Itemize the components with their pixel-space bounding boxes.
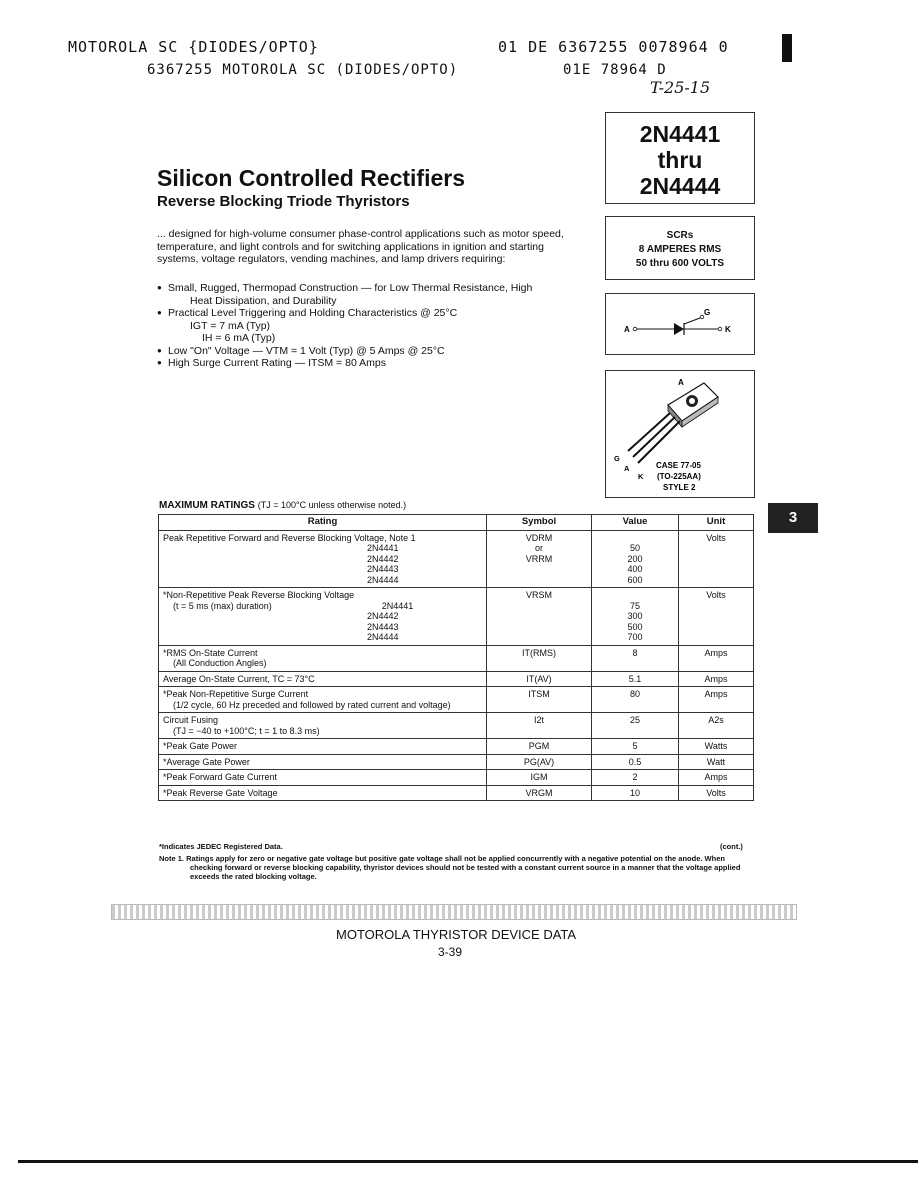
- symbol-cell: VRGM: [487, 785, 592, 801]
- rating-sub: (TJ = −40 to +100°C; t = 1 to 8.3 ms): [173, 725, 320, 736]
- rating-cell: [159, 530, 487, 588]
- value: 400: [627, 564, 643, 574]
- table-row: [159, 739, 754, 755]
- scr-type: SCRs: [666, 230, 694, 241]
- rating-name: Circuit Fusing: [163, 715, 219, 725]
- scr-voltage: 50 thru 600 VOLTS: [635, 258, 725, 269]
- bottom-rule: [18, 1160, 918, 1163]
- page-number: 3-39: [438, 945, 463, 959]
- unit-cell: Amps: [679, 671, 754, 687]
- device: 2N4444: [367, 632, 399, 642]
- page-title: Silicon Controlled Rectifiers: [157, 165, 465, 191]
- feature-text: Small, Rugged, Thermopad Construction — for Low Thermal Resistance, High: [168, 282, 533, 294]
- rating-name: *RMS On-State Current: [163, 647, 258, 658]
- footer-title: MOTOROLA THYRISTOR DEVICE DATA: [336, 927, 577, 942]
- value: 50: [629, 543, 640, 553]
- anode-label: A: [624, 325, 630, 334]
- registration-mark: [782, 34, 792, 62]
- scan-header-right: 01 DE 6367255 0078964 0: [498, 38, 729, 56]
- gate-label: G: [704, 308, 711, 317]
- table-row: [159, 687, 754, 713]
- rating-cell: [159, 588, 487, 646]
- part-number-thru: thru: [657, 147, 703, 173]
- package-cathode: K: [638, 472, 644, 481]
- ratings-title: MAXIMUM RATINGS: [159, 500, 255, 511]
- value-cell: 0.5: [592, 754, 679, 770]
- rating-cell: Average On-State Current, TC = 73°C: [159, 671, 487, 687]
- rating-cell: *Peak Gate Power: [159, 739, 487, 755]
- col-rating: Rating: [159, 515, 487, 531]
- value-cell: 8: [592, 645, 679, 671]
- table-header-row: [159, 515, 754, 531]
- unit-cell: Amps: [679, 687, 754, 713]
- feature-item: ● High Surge Current Rating — ITSM = 80 Amps: [157, 357, 587, 370]
- symbol-cell: [487, 530, 592, 588]
- feature-item: [157, 282, 587, 307]
- rating-cell: [159, 713, 487, 739]
- rating-sub: (All Conduction Angles): [173, 658, 267, 668]
- scr-summary-box: [605, 216, 755, 280]
- case-outline: (TO-225AA): [657, 472, 701, 481]
- rating-cell: [159, 687, 487, 713]
- col-symbol: Symbol: [487, 515, 592, 531]
- device: 2N4441: [381, 600, 414, 611]
- case-style: STYLE 2: [663, 483, 696, 492]
- ratings-condition: (TJ = 100°C unless otherwise noted.): [257, 500, 407, 510]
- col-unit: Unit: [679, 515, 754, 531]
- page-subtitle: Reverse Blocking Triode Thyristors: [157, 193, 410, 210]
- table-row: [159, 530, 754, 588]
- value-cell: 2: [592, 770, 679, 786]
- scan-header-left: MOTOROLA SC {DIODES/OPTO}: [68, 38, 319, 56]
- value-cell: 10: [592, 785, 679, 801]
- intro-paragraph: ... designed for high-volume consumer phase-control applications such as motor speed, temperature, and light controls and for switching applications in ignition and starting systems, voltage regulators, vending machines, and lamp drivers requiring:: [157, 228, 564, 265]
- table-row: [159, 785, 754, 801]
- feature-item: ● Low "On" Voltage — VTM = 1 Volt (Typ) @ 5 Amps @ 25°C: [157, 345, 587, 358]
- symbol-cell: I2t: [487, 713, 592, 739]
- value: 200: [627, 553, 643, 564]
- scr-symbol-icon: [606, 294, 754, 354]
- device: 2N4442: [367, 553, 399, 564]
- ratings-table: [158, 514, 754, 801]
- rating-sub: [163, 601, 482, 612]
- value-cell: [592, 530, 679, 588]
- feature-text-cont: Heat Dissipation, and Durability: [190, 294, 337, 307]
- value: 75: [629, 600, 640, 611]
- table-row: [159, 588, 754, 646]
- package-drawing-icon: [606, 371, 754, 497]
- value: 700: [627, 632, 643, 642]
- value-cell: 5.1: [592, 671, 679, 687]
- device: 2N4443: [367, 621, 399, 632]
- symbol-cell: VRSM: [487, 588, 592, 646]
- unit-cell: Watt: [679, 754, 754, 770]
- part-number-end: 2N4444: [639, 173, 721, 199]
- feature-list: [157, 282, 587, 370]
- device: 2N4441: [367, 543, 399, 553]
- table-row: [159, 713, 754, 739]
- value: 500: [627, 621, 643, 632]
- rating-cell: *Peak Forward Gate Current: [159, 770, 487, 786]
- handwritten-code: T-25-15: [650, 78, 711, 97]
- case-number: CASE 77-05: [656, 461, 701, 470]
- scr-current: 8 AMPERES RMS: [638, 244, 722, 255]
- section-tab: 3: [768, 503, 818, 533]
- rating-cell: [159, 645, 487, 671]
- scan-header-right-2: 01E 78964 D: [563, 62, 667, 78]
- value-cell: 5: [592, 739, 679, 755]
- symbol-cell: IT(AV): [487, 671, 592, 687]
- symbol-or: or: [534, 543, 543, 553]
- symbol-cell: IT(RMS): [487, 645, 592, 671]
- device: 2N4443: [367, 564, 399, 574]
- decorative-rule: [111, 904, 797, 920]
- rating-name: *Peak Non-Repetitive Surge Current: [163, 689, 309, 699]
- value-cell: 80: [592, 687, 679, 713]
- note-text: Ratings apply for zero or negative gate voltage but positive gate voltage shall not be applied concurrently with a negative potential on the anode. When checking forward or reverse blocking capability, thyristor devices should not be tested with a constant current source in a manner that the voltage applied exceeds the rated blocking voltage.: [186, 854, 741, 881]
- table-row: [159, 754, 754, 770]
- scr-symbol-box: [605, 293, 755, 355]
- note-1: [159, 854, 744, 881]
- rating-cell: *Average Gate Power: [159, 754, 487, 770]
- rating-sub: (1/2 cycle, 60 Hz preceded and followed by rated current and voltage): [173, 699, 451, 710]
- rating-name: *Non-Repetitive Peak Reverse Blocking Voltage: [163, 590, 355, 600]
- unit-cell: A2s: [679, 713, 754, 739]
- device: 2N4444: [367, 574, 399, 585]
- unit-cell: Volts: [679, 588, 754, 646]
- note-label: Note 1.: [159, 854, 185, 863]
- table-row: [159, 671, 754, 687]
- unit-cell: Amps: [679, 645, 754, 671]
- value-cell: [592, 588, 679, 646]
- feature-item: [157, 307, 587, 345]
- unit-cell: Watts: [679, 739, 754, 755]
- jedec-footnote: *Indicates JEDEC Registered Data.: [159, 842, 283, 851]
- symbol: VDRM: [525, 532, 553, 543]
- scan-header-left-2: 6367255 MOTOROLA SC (DIODES/OPTO): [147, 62, 459, 78]
- symbol: VRRM: [525, 553, 553, 564]
- package-anode-top: A: [678, 378, 684, 387]
- ih-spec: IH = 6 mA (Typ): [202, 332, 276, 344]
- value-cell: 25: [592, 713, 679, 739]
- table-row: [159, 645, 754, 671]
- feature-text: Practical Level Triggering and Holding Characteristics @ 25°C: [168, 307, 458, 319]
- rating-name: Peak Repetitive Forward and Reverse Blocking Voltage, Note 1: [163, 532, 416, 543]
- package-box: [605, 370, 755, 498]
- value: 300: [627, 611, 643, 621]
- unit-cell: Volts: [679, 530, 754, 588]
- continued-marker: (cont.): [720, 842, 743, 851]
- package-anode: A: [624, 464, 630, 473]
- rating-cell: *Peak Reverse Gate Voltage: [159, 785, 487, 801]
- symbol-cell: PGM: [487, 739, 592, 755]
- package-gate: G: [614, 454, 620, 463]
- ratings-heading: [159, 500, 406, 511]
- unit-cell: Volts: [679, 785, 754, 801]
- cathode-label: K: [725, 325, 731, 334]
- part-number-box: [605, 112, 755, 204]
- rating-sub-text: (t = 5 ms (max) duration): [173, 600, 272, 611]
- igt-spec: IGT = 7 mA (Typ): [190, 319, 271, 332]
- symbol-cell: ITSM: [487, 687, 592, 713]
- part-number-start: 2N4441: [639, 121, 721, 147]
- symbol-cell: IGM: [487, 770, 592, 786]
- table-row: [159, 770, 754, 786]
- col-value: Value: [592, 515, 679, 531]
- unit-cell: Amps: [679, 770, 754, 786]
- device: 2N4442: [367, 611, 399, 621]
- symbol-cell: PG(AV): [487, 754, 592, 770]
- value: 600: [627, 574, 643, 585]
